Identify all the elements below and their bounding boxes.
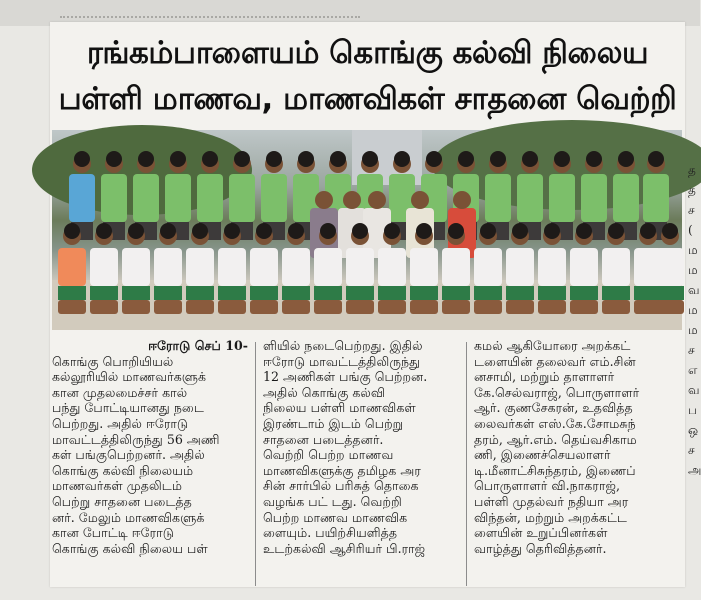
student-hair xyxy=(458,151,474,167)
article-line: கள் பங்குபெற்றனர். அதில் xyxy=(52,447,205,463)
student-legs xyxy=(122,300,150,314)
student-hair xyxy=(256,223,272,239)
student-legs xyxy=(442,300,470,314)
student-legs xyxy=(656,300,684,314)
article-line: ஈரோடு செப் 10- xyxy=(148,338,248,353)
article-line: கமல் ஆகியோரை அறக்கட் xyxy=(474,338,631,353)
student-shirt xyxy=(570,248,598,286)
student-legs xyxy=(474,300,502,314)
edge-char: ச xyxy=(688,203,695,217)
student-shirt xyxy=(656,248,684,286)
student-shirt xyxy=(69,174,95,222)
student-shorts xyxy=(538,286,566,300)
headline-line-2: பள்ளி மாணவ, மாணவிகள் சாதனை வெற்றி xyxy=(58,81,677,117)
student-shirt xyxy=(282,248,310,286)
student-shirt xyxy=(474,248,502,286)
article-line: ளையின் உறுப்பினர்கள் xyxy=(474,525,608,541)
student-hair xyxy=(544,223,560,239)
student-hair xyxy=(74,151,90,167)
student-shirt xyxy=(602,248,630,286)
article-line: னசாமி, மற்றும் தாளாளர் xyxy=(474,369,615,385)
edge-char: வ xyxy=(688,283,700,297)
staff-head xyxy=(411,191,429,209)
student-hair xyxy=(648,151,664,167)
student-shirt xyxy=(538,248,566,286)
headline-line-1: ரங்கம்பாளையம் கொங்கு கல்வி நிலைய xyxy=(86,35,649,71)
article-line: டி.மீனாட்சிசுந்தரம், இணைப் xyxy=(474,462,636,478)
student-shirt xyxy=(197,174,223,222)
group-photo xyxy=(52,130,682,330)
student-shorts xyxy=(282,286,310,300)
student-shorts xyxy=(122,286,150,300)
student-legs xyxy=(90,300,118,314)
group-photo-illustration xyxy=(52,130,682,330)
edge-char: ம xyxy=(688,243,698,257)
student-hair xyxy=(448,223,464,239)
staff-head xyxy=(368,191,386,209)
article-line: விந்தன், மற்றும் அறக்கட்ட xyxy=(474,509,627,525)
student-hair xyxy=(96,223,112,239)
student-hair xyxy=(320,223,336,239)
article-line: மாவட்டத்திலிருந்து 56 அணி xyxy=(52,431,220,447)
student-shorts xyxy=(570,286,598,300)
student-hair xyxy=(160,223,176,239)
article-line: சாதனை படைத்தனர். xyxy=(263,431,384,447)
article-line: இரண்டாம் இடம் பெற்று xyxy=(263,415,404,431)
article-line: கொங்கு கல்வி நிலைய பள் xyxy=(52,540,208,556)
edge-char: ம xyxy=(688,263,698,277)
edge-char: ப xyxy=(688,403,697,417)
edge-char: ம xyxy=(688,303,698,317)
article-line: கான முதலமைச்சர் கால் xyxy=(52,384,188,400)
student-shirt xyxy=(122,248,150,286)
article-line: பெற்று சாதனை படைத்த xyxy=(52,493,192,509)
adjacent-article-edge xyxy=(688,160,700,560)
student-shirt xyxy=(186,248,214,286)
student-shirt xyxy=(517,174,543,222)
column-divider xyxy=(466,342,467,586)
student-hair xyxy=(170,151,186,167)
student-shirt xyxy=(261,174,287,222)
student-shirt xyxy=(58,248,86,286)
student-legs xyxy=(378,300,406,314)
student-hair xyxy=(128,223,144,239)
headline xyxy=(50,30,685,122)
article-line: னர். மேலும் மாணவிகளுக் xyxy=(52,509,205,525)
student-shirt xyxy=(154,248,182,286)
student-hair xyxy=(224,223,240,239)
article-line: பெற்ற மாணவ மாணவிக xyxy=(263,509,408,525)
student-hair xyxy=(394,151,410,167)
edge-char: எ xyxy=(688,363,698,377)
student-legs xyxy=(346,300,374,314)
student-shirt xyxy=(410,248,438,286)
student-hair xyxy=(384,223,400,239)
student-hair xyxy=(662,223,678,239)
student-shirt xyxy=(101,174,127,222)
student-shorts xyxy=(186,286,214,300)
student-shirt xyxy=(442,248,470,286)
student-legs xyxy=(282,300,310,314)
student-shorts xyxy=(90,286,118,300)
edge-char: ஒ xyxy=(688,423,699,437)
article-line: பள்ளி முதல்வர் நதியா அர xyxy=(474,493,629,509)
student-legs xyxy=(218,300,246,314)
student-shirt xyxy=(378,248,406,286)
student-hair xyxy=(554,151,570,167)
student-legs xyxy=(186,300,214,314)
student-shorts xyxy=(58,286,86,300)
article-column-3 xyxy=(474,338,674,588)
student-shirt xyxy=(485,174,511,222)
article-line: பெற்றது. அதில் ஈரோடு xyxy=(52,415,189,431)
article-line: வாழ்த்து தெரிவித்தனர். xyxy=(474,540,607,556)
student-shorts xyxy=(218,286,246,300)
student-hair xyxy=(298,151,314,167)
student-shorts xyxy=(474,286,502,300)
article-line: ஆர். குணசேகரன், உதவித்த xyxy=(474,400,633,416)
student-hair xyxy=(64,223,80,239)
article-line: பந்து போட்டியானது நடை xyxy=(52,400,204,416)
student-hair xyxy=(512,223,528,239)
student-hair xyxy=(352,223,368,239)
newspaper-clipping xyxy=(50,22,685,587)
article-line: டளையின் தலைவர் எம்.சின் xyxy=(474,353,636,369)
article-line: கொங்கு பொறியியல் xyxy=(52,353,174,369)
student-legs xyxy=(538,300,566,314)
student-legs xyxy=(314,300,342,314)
edge-char: த xyxy=(688,163,696,177)
article-line: லைவர்கள் எஸ்.கே.சோமசுந் xyxy=(474,415,636,431)
student-hair xyxy=(522,151,538,167)
student-hair xyxy=(330,151,346,167)
student-shirt xyxy=(643,174,669,222)
student-shirt xyxy=(250,248,278,286)
staff-head xyxy=(315,191,333,209)
student-shorts xyxy=(378,286,406,300)
article-line: வெற்றி பெற்ற மாணவ xyxy=(263,447,394,463)
student-hair xyxy=(106,151,122,167)
student-hair xyxy=(416,223,432,239)
edge-char: ம xyxy=(688,323,698,337)
student-hair xyxy=(480,223,496,239)
student-shirt xyxy=(613,174,639,222)
student-shirt xyxy=(506,248,534,286)
article-line: கொங்கு கல்வி நிலையம் xyxy=(52,462,194,478)
student-shorts xyxy=(154,286,182,300)
student-shirt xyxy=(90,248,118,286)
student-shirt xyxy=(314,248,342,286)
article-line: மாணவிகளுக்கு தமிழக அர xyxy=(263,462,421,478)
student-shorts xyxy=(314,286,342,300)
student-hair xyxy=(586,151,602,167)
student-legs xyxy=(410,300,438,314)
edge-char: அ xyxy=(688,463,701,477)
edge-char: த xyxy=(688,183,696,197)
student-shorts xyxy=(410,286,438,300)
article-line: கல்லூரியில் மாணவர்களுக் xyxy=(52,369,207,385)
article-line: ளையும். பயிற்சியளித்த xyxy=(263,525,398,541)
student-shorts xyxy=(602,286,630,300)
student-hair xyxy=(608,223,624,239)
column-divider xyxy=(255,342,256,586)
article-line: கே.செல்வராஜ், பொருளாளர் xyxy=(474,384,640,400)
article-line: வழங்க பட் டது. வெற்றி xyxy=(263,493,402,509)
article-line: சின் சார்பில் பரிசுத் தொகை xyxy=(263,478,419,494)
student-hair xyxy=(640,223,656,239)
student-legs xyxy=(602,300,630,314)
article-line: பொருளாளர் வி.நாகராஜ், xyxy=(474,478,620,494)
article-line: ளியில் நடைபெற்றது. இதில் xyxy=(263,338,423,353)
article-line: ணி, இணைச்செயலாளர் xyxy=(474,447,611,463)
article-body xyxy=(50,338,685,588)
student-hair xyxy=(362,151,378,167)
edge-char: ( xyxy=(688,223,693,237)
staff-head xyxy=(343,191,361,209)
student-shorts xyxy=(656,286,684,300)
student-legs xyxy=(250,300,278,314)
student-shirt xyxy=(218,248,246,286)
article-column-2 xyxy=(263,338,459,588)
article-line: உடற்கல்வி ஆசிரியர் பி.ராஜ் xyxy=(263,540,426,556)
student-legs xyxy=(154,300,182,314)
student-legs xyxy=(58,300,86,314)
student-shirt xyxy=(346,248,374,286)
student-hair xyxy=(266,151,282,167)
student-hair xyxy=(618,151,634,167)
edge-char: வ xyxy=(688,383,700,397)
student-shirt xyxy=(133,174,159,222)
student-shorts xyxy=(346,286,374,300)
student-shorts xyxy=(442,286,470,300)
student-legs xyxy=(506,300,534,314)
article-line: 12 அணிகள் பங்கு பெற்றன. xyxy=(263,369,428,385)
article-line: கான போட்டி ஈரோடு xyxy=(52,525,174,541)
article-line: அதில் கொங்கு கல்வி xyxy=(263,384,386,400)
student-shirt xyxy=(549,174,575,222)
article-line: ஈரோடு மாவட்டத்திலிருந்து xyxy=(263,353,420,369)
student-hair xyxy=(426,151,442,167)
student-hair xyxy=(288,223,304,239)
article-line: மாணவர்கள் முதலிடம் xyxy=(52,478,182,494)
article-line: நிலைய பள்ளி மாணவிகள் xyxy=(263,400,416,416)
student-shorts xyxy=(250,286,278,300)
student-hair xyxy=(192,223,208,239)
article-column-1 xyxy=(52,338,248,588)
student-hair xyxy=(202,151,218,167)
student-legs xyxy=(570,300,598,314)
student-hair xyxy=(576,223,592,239)
article-line: தரம், ஆர்.எம். தெய்வசிகாம xyxy=(474,431,637,447)
staff-head xyxy=(453,191,471,209)
edge-char: ச xyxy=(688,443,695,457)
student-shirt xyxy=(581,174,607,222)
student-hair xyxy=(490,151,506,167)
student-shirt xyxy=(229,174,255,222)
student-shorts xyxy=(506,286,534,300)
student-shirt xyxy=(165,174,191,222)
student-hair xyxy=(234,151,250,167)
previous-article-text-fragment xyxy=(60,6,360,18)
student-hair xyxy=(138,151,154,167)
edge-char: ச xyxy=(688,343,695,357)
